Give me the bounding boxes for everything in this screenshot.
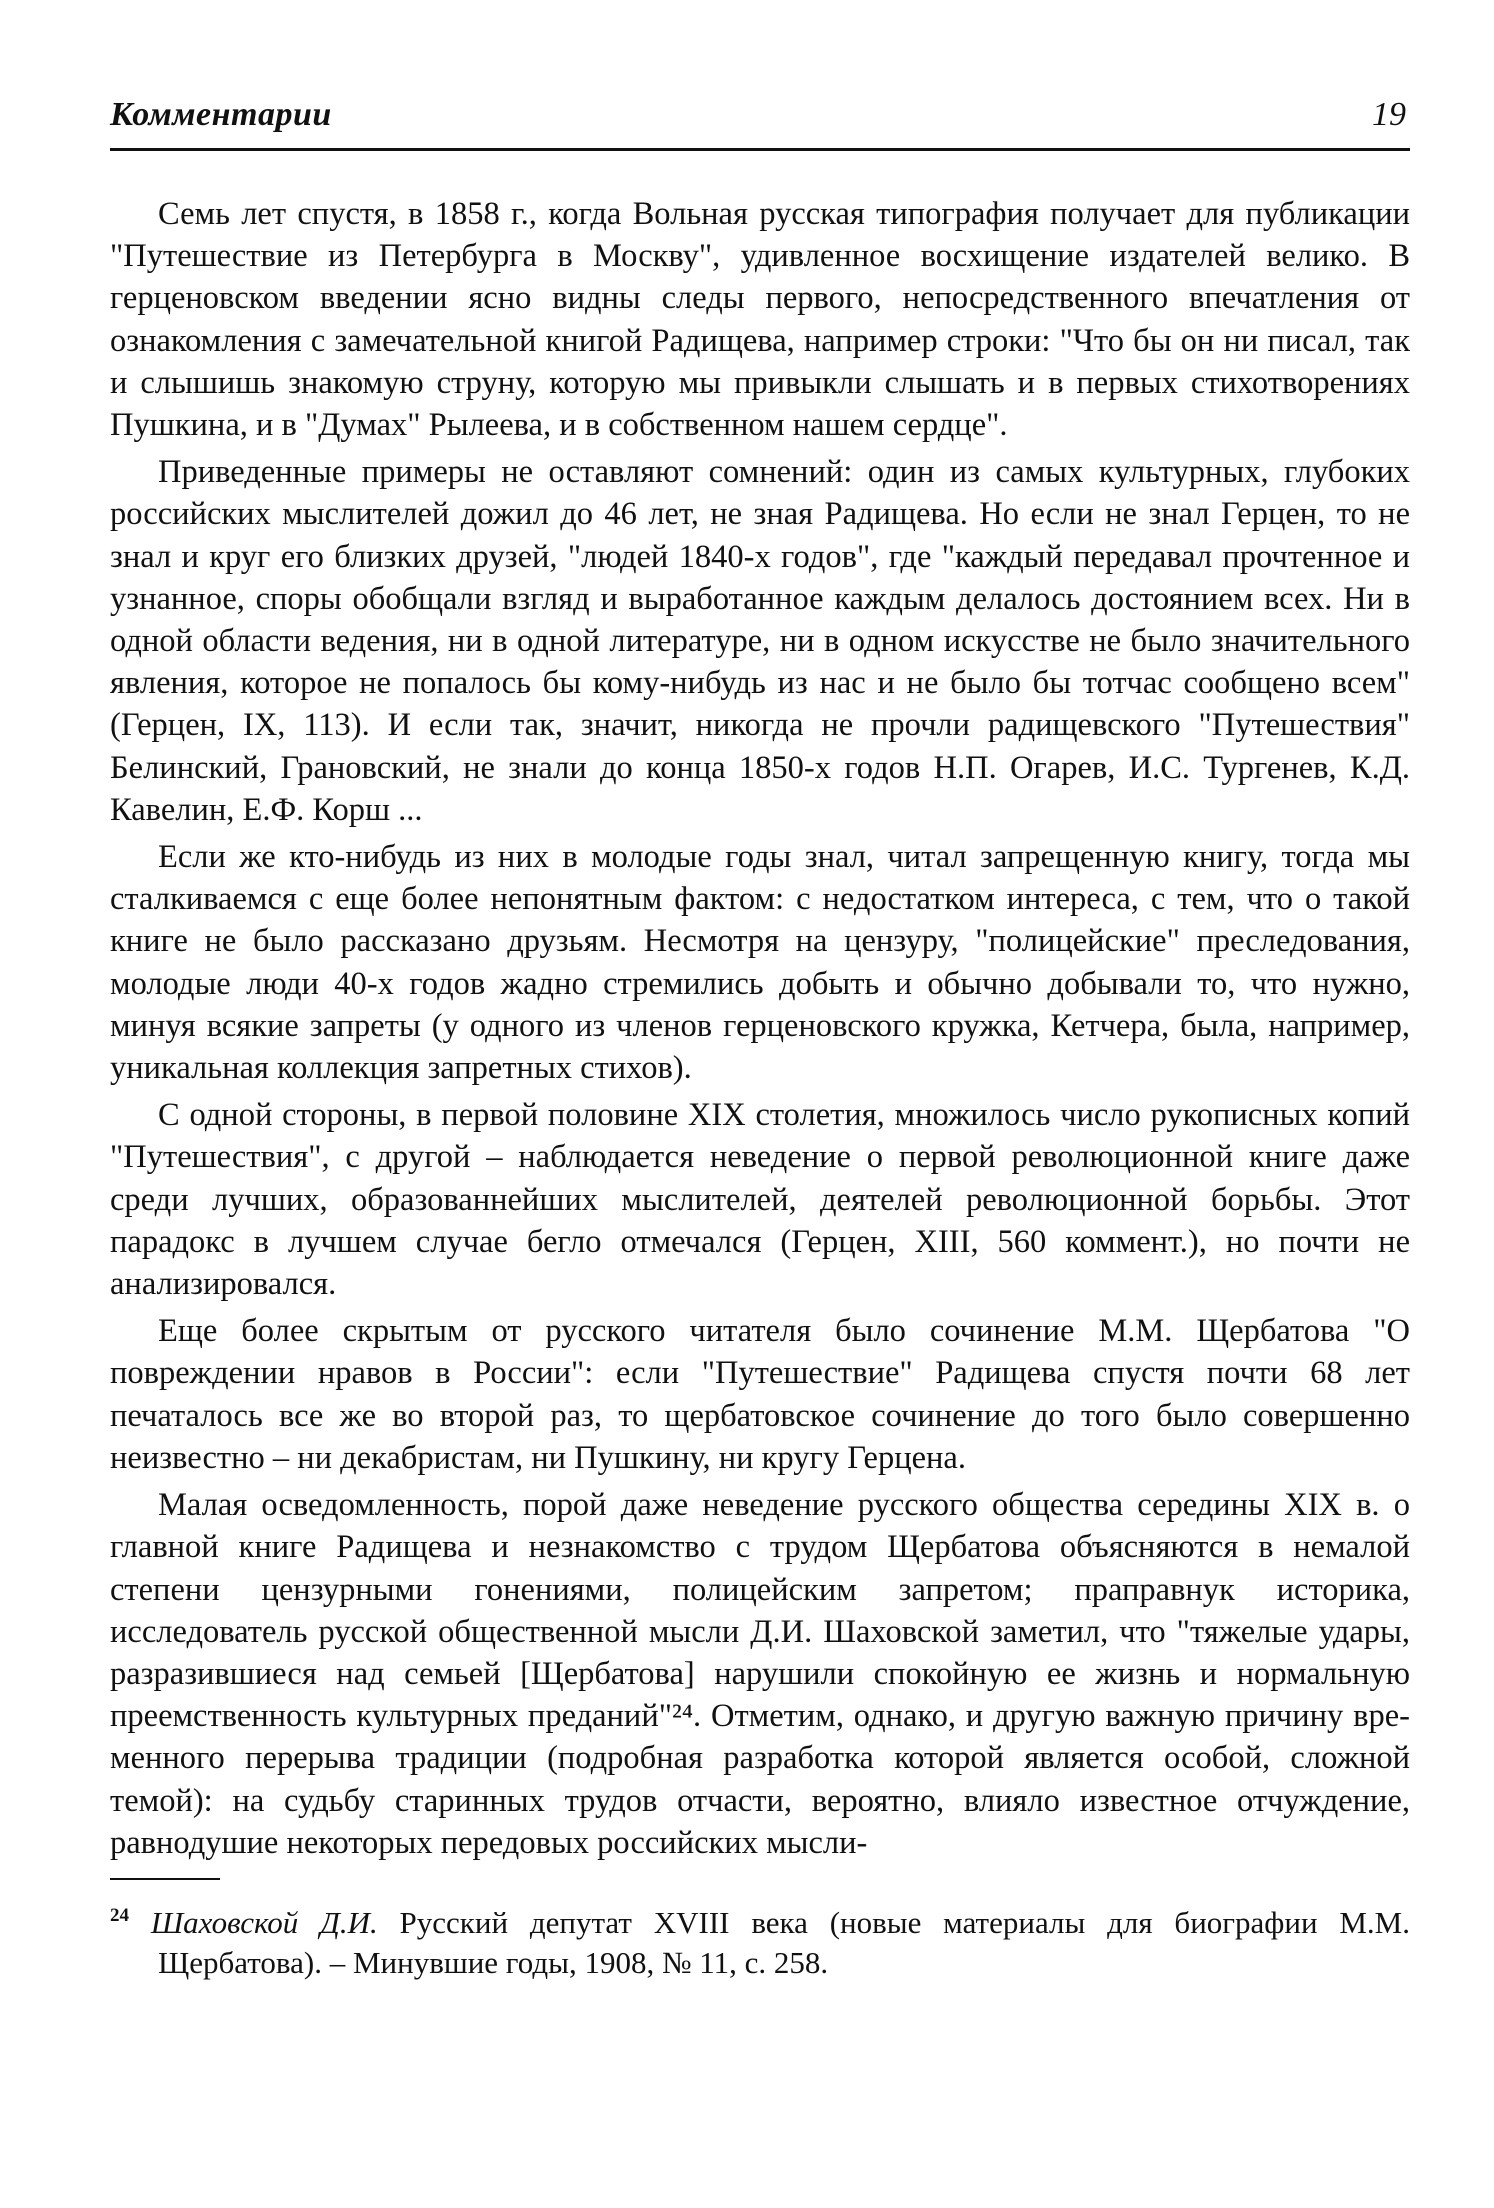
paragraph: Малая осведомленность, порой даже неведение русского общества середины XIX в. о главной книге Радищева и незнакомство с трудом Щербатова объясняются в немалой степени цензурными гонениями, полицейским запретом; праправнук историка, исследователь русской общественной мысли Д.И. Шаховской заметил, что "тяжелые удары, разразившиеся над семьей [Щербатова] нарушили спокойную ее жизнь и нормальную преемственность культурных преданий"²⁴. Отметим, однако, и другую важную причину временного перерыва традиции (подробная разработка которой является особой, сложной темой): на судьбу старинных трудов отчасти, вероятно, влияло известное отчуждение, равнодушие некоторых передовых российских мысли- — [110, 1487, 1410, 1861]
footnote-author: Шаховской Д.И. — [150, 1904, 378, 1940]
footnote-divider — [110, 1878, 220, 1880]
footnote — [110, 1896, 1410, 1983]
document-page — [110, 96, 1410, 1983]
section-title: Комментарии — [110, 96, 332, 133]
paragraph: Еще более скрытым от русского читателя было сочинение М.М. Щербатова "О повреждении нравов в России": если "Путешествие" Радищева спустя почти 68 лет печаталось все же во второй раз, то щербатовское сочинение до того было совершенно неизвестно – ни декабристам, ни Пушкину, ни кругу Герцена. — [110, 1313, 1410, 1476]
running-header — [110, 96, 1410, 151]
paragraph: С одной стороны, в первой половине XIX столетия, множилось число рукописных копий "Путешествия", с другой – наблюдается неведение о первой революционной книге даже среди лучших, образованнейших мыслителей, деятелей революционной борьбы. Этот парадокс в лучшем случае бегло отмечался (Герцен, XIII, 560 коммент.), но почти не анализировался. — [110, 1097, 1410, 1303]
paragraph: Приведенные примеры не оставляют сомнений: один из самых культурных, глубоких российских мыслителей дожил до 46 лет, не зная Радищева. Но если не знал Герцен, то не знал и круг его близких друзей, "людей 1840-х годов", где "каждый передавал прочтенное и узнанное, споры обобщали взгляд и выработанное каждым делалось достоянием всех. Ни в одной области ведения, ни в одной литературе, ни в одном искусстве не было значительного явления, которое не попалось бы кому-нибудь из нас и не было бы тотчас сообщено всем" (Герцен, IX, 113). И если так, значит, никогда не прочли радищевского "Путешествия" Белинский, Грановский, не знали до конца 1850-х годов Н.П. Огарев, И.С. Тургенев, К.Д. Кавелин, Е.Ф. Корш ... — [110, 454, 1410, 828]
paragraph: Семь лет спустя, в 1858 г., когда Вольная русская типография получает для публикации "Путешествие из Петербурга в Москву", удивленное восхищение издателей велико. В герценовском введении ясно видны следы первого, непосредственного впечатления от ознакомления с замечательной книгой Радищева, например строки: "Что бы он ни писал, так и слышишь знакомую струну, которую мы привыкли слышать и в первых стихотворениях Пушкина, и в "Думах" Рылеева, и в собственном нашем сердце". — [110, 196, 1410, 444]
footnote-text: Русский депутат XVIII века (новые материалы для биографии М.М. Щербатова). – Минувшие годы, 1908, № 11, с. 258. — [158, 1904, 1410, 1980]
footnote-number: 24 — [110, 1904, 129, 1926]
paragraph: Если же кто-нибудь из них в молодые годы знал, читал запрещенную книгу, тогда мы сталкиваемся с еще более непонятным фактом: с недостатком интереса, с тем, что о такой книге не было рассказано друзьям. Несмотря на цензуру, "полицейские" преследования, молодые люди 40-х годов жадно стремились добыть и обычно добывали то, что нужно, минуя всякие запреты (у одного из членов герценовского кружка, Кетчера, была, например, уникальная коллекция запретных стихов). — [110, 839, 1410, 1087]
page-number: 19 — [1372, 96, 1406, 133]
body-text — [110, 193, 1410, 1864]
